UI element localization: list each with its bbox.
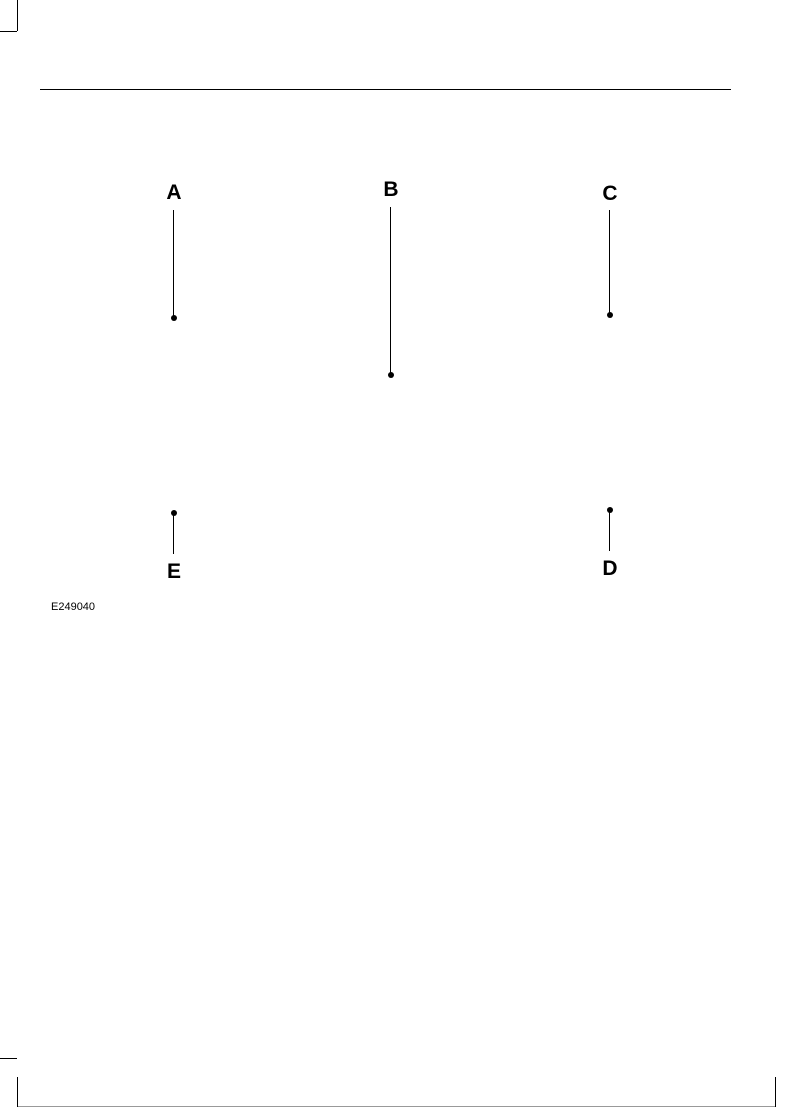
leader-dot-a (171, 315, 177, 321)
leader-line-e (173, 514, 174, 554)
callout-label-c: C (602, 182, 618, 205)
callout-label-e: E (166, 560, 181, 583)
crop-mark-bottom-left (0, 1058, 17, 1059)
crop-mark-bottom-right-vertical (775, 1077, 776, 1107)
leader-line-c (609, 210, 610, 314)
leader-dot-c (607, 312, 613, 318)
leader-line-a (173, 210, 174, 317)
figure-id: E249040 (51, 601, 96, 613)
leader-dot-d (607, 507, 613, 513)
leader-dot-b (388, 372, 394, 378)
callout-label-b: B (383, 178, 399, 201)
callout-label-a: A (166, 181, 182, 204)
crop-mark-bottom-left-vertical (17, 1077, 18, 1107)
leader-line-b (390, 207, 391, 374)
leader-dot-e (171, 510, 177, 516)
leader-line-d (609, 511, 610, 551)
callout-label-d: D (602, 557, 618, 580)
